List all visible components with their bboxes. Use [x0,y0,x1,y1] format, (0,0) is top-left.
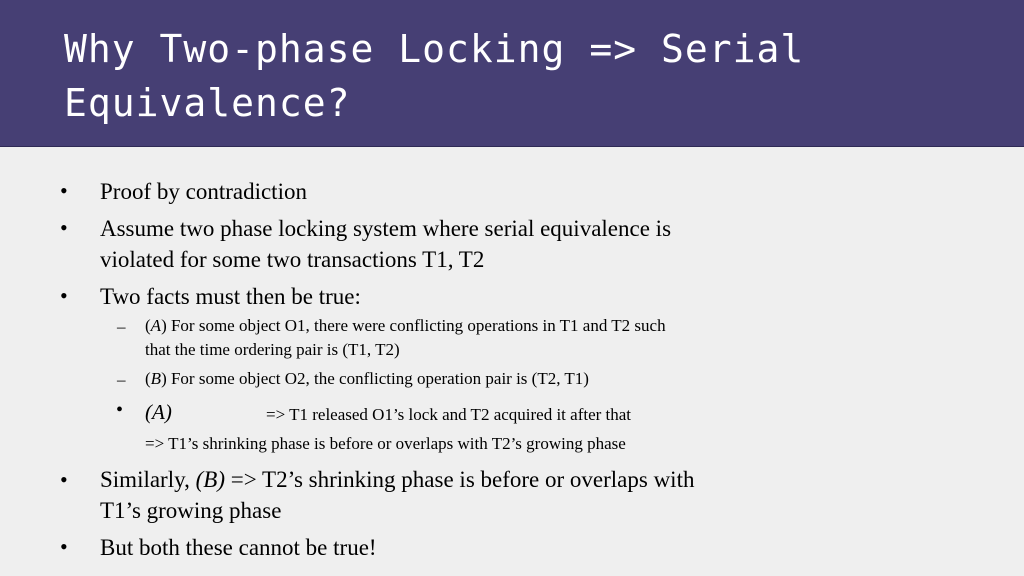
fact-b-text: ) For some object O2, the conflicting operation pair is (T2, T1) [161,369,589,388]
fact-b [145,367,589,391]
bullet-marker: • [60,534,68,559]
bullet-similarly-b [100,464,694,526]
bullet-assume-line2: violated for some two transactions T1, T2 [100,247,485,272]
similarly-b-label: (B) [195,467,225,492]
bullet-proof-by-contradiction: Proof by contradiction [100,179,307,204]
bullet-marker: • [116,399,124,421]
fact-a-paren: ( [145,316,151,335]
bullet-two-facts: Two facts must then be true: [100,284,361,309]
bullet-marker: • [60,215,68,240]
implication-a-line1: => T1 released O1’s lock and T2 acquired it after that [266,405,632,424]
fact-b-letter: B [150,369,162,388]
bullet-marker: • [60,283,68,308]
similarly-line1: => T2’s shrinking phase is before or overlaps with [225,467,695,492]
bullet-assume-2pl [100,213,671,275]
implication-a-line2: => T1’s shrinking phase is before or overlaps with T2’s growing phase [145,434,626,453]
slide-header [0,0,1024,147]
similarly-prefix: Similarly, [100,467,196,492]
fact-a-line2: that the time ordering pair is (T1, T2) [145,340,400,359]
slide-body [0,146,1024,576]
bullet-marker: • [60,467,68,492]
sub-bullet-dash: – [117,370,126,389]
slide-title: Why Two-phase Locking => Serial Equivalence? [64,27,805,125]
bullet-assume-line1: Assume two phase locking system where serial equivalence is [100,216,672,241]
fact-a-line1: ) For some object O1, there were conflicting operations in T1 and T2 such [161,316,666,335]
bullet-contradiction: But both these cannot be true! [100,535,377,560]
implication-a-letter: (A) [145,400,172,424]
fact-a-letter: A [150,316,162,335]
implication-a-label [145,400,172,425]
sub-bullet-dash: – [117,317,126,336]
similarly-line2: T1’s growing phase [100,498,282,523]
fact-a [145,314,666,362]
fact-b-paren: ( [145,369,151,388]
bullet-marker: • [60,178,68,203]
